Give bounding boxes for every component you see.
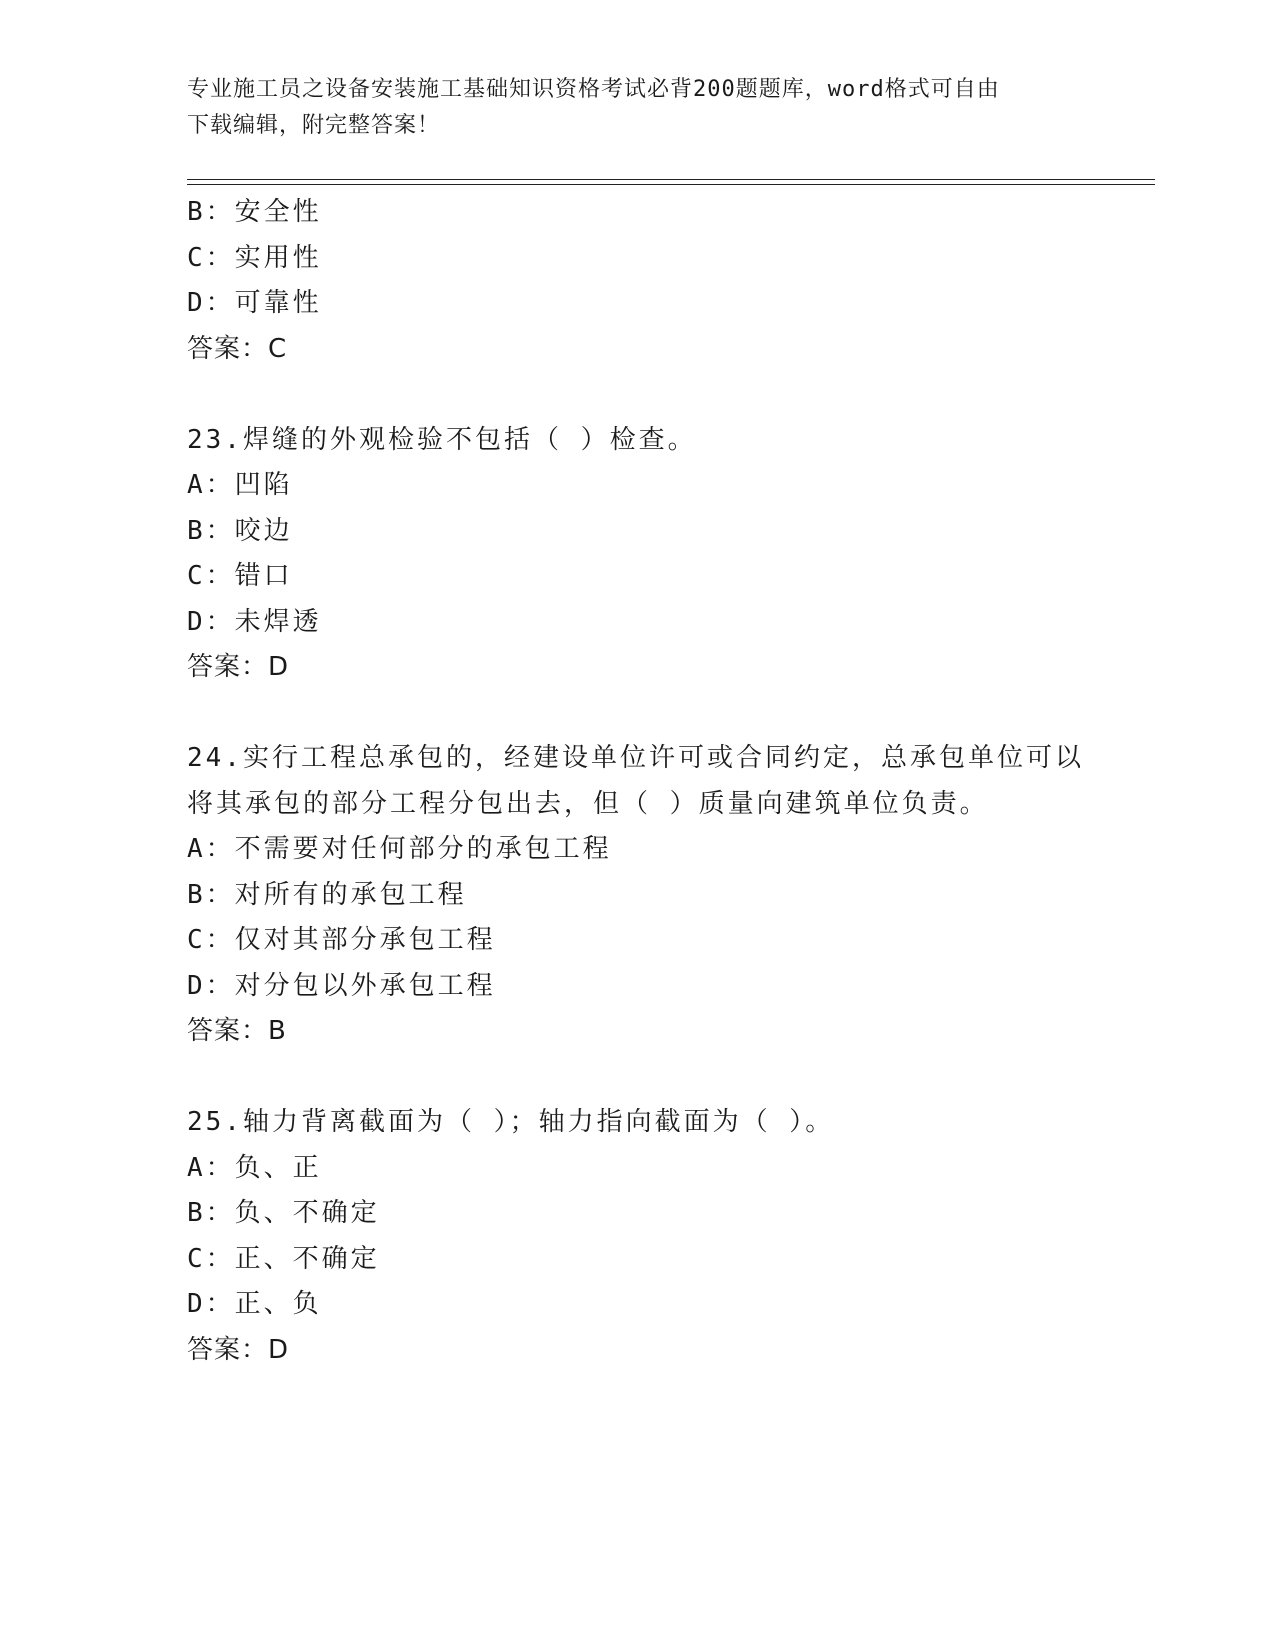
option-a: A：不需要对任何部分的承包工程 — [187, 834, 612, 864]
header-rule-bottom — [187, 184, 1155, 185]
document-header — [187, 72, 1087, 144]
answer: 答案：D — [187, 1334, 290, 1365]
option-c: C：错口 — [187, 561, 293, 591]
option-b: B：负、不确定 — [187, 1198, 380, 1228]
option-d: D：可靠性 — [187, 288, 322, 318]
answer: 答案：B — [187, 1016, 287, 1046]
question-24 — [187, 736, 1107, 1055]
option-b: B：咬边 — [187, 515, 293, 546]
question-list — [187, 190, 1107, 1373]
option-d: D：正、负 — [187, 1289, 322, 1319]
question-text-line-1: 24.实行工程总承包的，经建设单位许可或合同约定，总承包单位可以 — [187, 743, 1084, 773]
option-c: C：仅对其部分承包工程 — [187, 925, 496, 955]
header-line-2: 下载编辑，附完整答案！ — [187, 113, 441, 138]
option-b: B：安全性 — [187, 197, 322, 227]
option-a: A：凹陷 — [187, 470, 293, 500]
question-text: 23.焊缝的外观检验不包括（ ）检查。 — [187, 424, 697, 455]
question-text-line-2: 将其承包的部分工程分包出去，但（ ）质量向建筑单位负责。 — [187, 788, 989, 819]
question-23 — [187, 418, 1107, 691]
question-22-continued — [187, 190, 1107, 372]
option-a: A：负、正 — [187, 1152, 322, 1183]
header-line-1: 专业施工员之设备安装施工基础知识资格考试必背200题题库，word格式可自由 — [187, 77, 1000, 102]
option-c: C：实用性 — [187, 242, 322, 273]
option-c: C：正、不确定 — [187, 1243, 380, 1274]
option-d: D：未焊透 — [187, 606, 322, 637]
answer: 答案：C — [187, 333, 288, 364]
header-rule-top — [187, 179, 1155, 180]
option-d: D：对分包以外承包工程 — [187, 970, 496, 1001]
question-25 — [187, 1100, 1107, 1373]
question-text: 25.轴力背离截面为（ ）；轴力指向截面为（ ）。 — [187, 1107, 835, 1137]
option-b: B：对所有的承包工程 — [187, 879, 467, 910]
answer: 答案：D — [187, 652, 290, 682]
